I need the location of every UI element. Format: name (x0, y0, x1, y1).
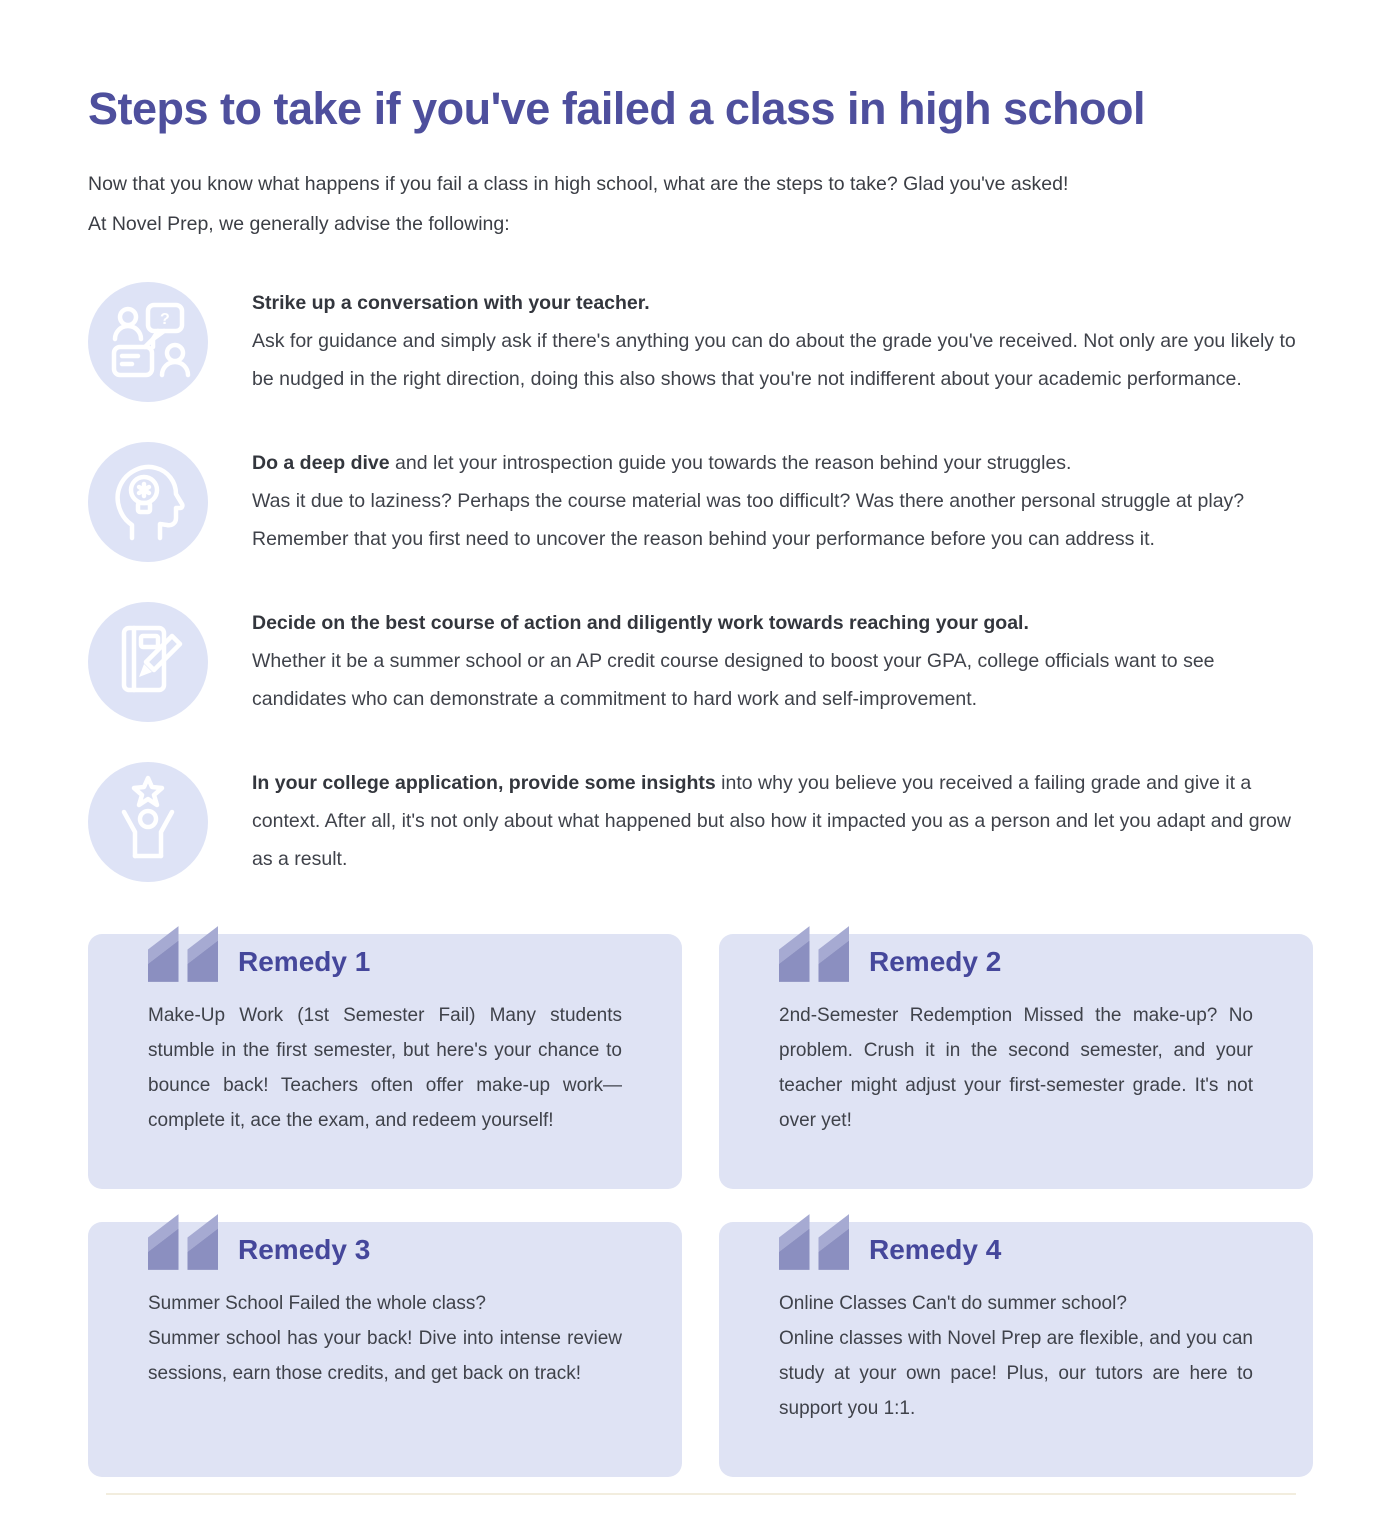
remedy-title: Remedy 3 (238, 1233, 371, 1265)
intro-paragraph: At Novel Prep, we generally advise the following: (88, 212, 510, 235)
step-lead: Do a deep dive (252, 451, 390, 474)
step-lead: In your college application, provide some insights (252, 771, 716, 794)
step-conversation (88, 282, 1313, 402)
step-application-insights (88, 762, 1313, 882)
steps-list (88, 282, 1313, 882)
step-lead-rest: into why you believe you received a failing grade and give it a context. After all, it's not only about what happened but also how it impacted you as a person and let you adapt and grow as a result. (252, 771, 1291, 870)
remedy-title: Remedy 4 (869, 1233, 1002, 1265)
remedy-body (779, 1286, 1253, 1426)
quote-icon (148, 926, 218, 982)
achievement-icon (88, 762, 208, 882)
remedy-header (779, 1214, 1253, 1270)
step-lead: Decide on the best course of action and diligently work towards reaching your goal. (252, 611, 1029, 634)
remedy-header (148, 1214, 622, 1270)
remedy-card-3 (88, 1222, 682, 1477)
remedy-text-line: Online Classes Can't do summer school? (779, 1292, 1127, 1314)
step-introspection (88, 442, 1313, 562)
quote-icon (779, 1214, 849, 1270)
remedy-card-4 (719, 1222, 1313, 1477)
step-text (252, 442, 1300, 558)
remedy-text-line: Online classes with Novel Prep are flexible, and you can study at your own pace! Plus, our tutors are here to support you 1:1. (779, 1327, 1253, 1419)
section-divider (106, 1493, 1296, 1495)
quote-icon (779, 926, 849, 982)
remedy-header (148, 926, 622, 982)
remedy-header (779, 926, 1253, 982)
remedy-text-line: Summer School Failed the whole class? (148, 1292, 486, 1314)
remedy-text-line: Summer school has your back! Dive into intense review sessions, earn those credits, and get back on track! (148, 1327, 622, 1384)
remedy-title: Remedy 2 (869, 945, 1002, 977)
step-text (252, 762, 1300, 878)
remedy-card-1 (88, 934, 682, 1189)
remedy-text-line: 2nd-Semester Redemption Missed the make-up? No problem. Crush it in the second semester, and your teacher might adjust your first-semester grade. It's not over yet! (779, 1004, 1253, 1131)
remedy-body (148, 1286, 622, 1391)
remedy-card-2 (719, 934, 1313, 1189)
question-mark-glyph: ? (160, 310, 170, 328)
remedy-body (779, 998, 1253, 1138)
step-lead-rest: and let your introspection guide you towards the reason behind your struggles. (389, 451, 1072, 474)
conversation-icon (88, 282, 208, 402)
intro-paragraph: Now that you know what happens if you fail a class in high school, what are the steps to take? Glad you've asked! (88, 172, 1069, 195)
introspection-icon (88, 442, 208, 562)
remedies-grid (88, 934, 1313, 1477)
step-text (252, 602, 1300, 718)
remedy-body (148, 998, 622, 1138)
step-text (252, 282, 1300, 398)
step-body: Whether it be a summer school or an AP credit course designed to boost your GPA, college officials want to see candidates who can demonstrate a commitment to hard work and self-improvement. (252, 649, 1215, 710)
step-lead: Strike up a conversation with your teacher. (252, 291, 650, 314)
remedy-title: Remedy 1 (238, 945, 371, 977)
step-body: Was it due to laziness? Perhaps the course material was too difficult? Was there another personal struggle at play? Remember that you first need to uncover the reason behind your performance before you can address it. (252, 489, 1245, 550)
quote-icon (148, 1214, 218, 1270)
notebook-pencil-icon (88, 602, 208, 722)
step-body: Ask for guidance and simply ask if there's anything you can do about the grade you've received. Not only are you likely to be nudged in the right direction, doing this also shows that you're not indifferent about your academic performance. (252, 329, 1296, 390)
intro-block (88, 164, 1313, 244)
remedy-text-line: Make-Up Work (1st Semester Fail) Many students stumble in the first semester, but here's your chance to bounce back! Teachers often offer make-up work—complete it, ace the exam, and redeem yourself! (148, 1004, 622, 1131)
page-title: Steps to take if you've failed a class in high school (88, 83, 1145, 134)
step-plan (88, 602, 1313, 722)
